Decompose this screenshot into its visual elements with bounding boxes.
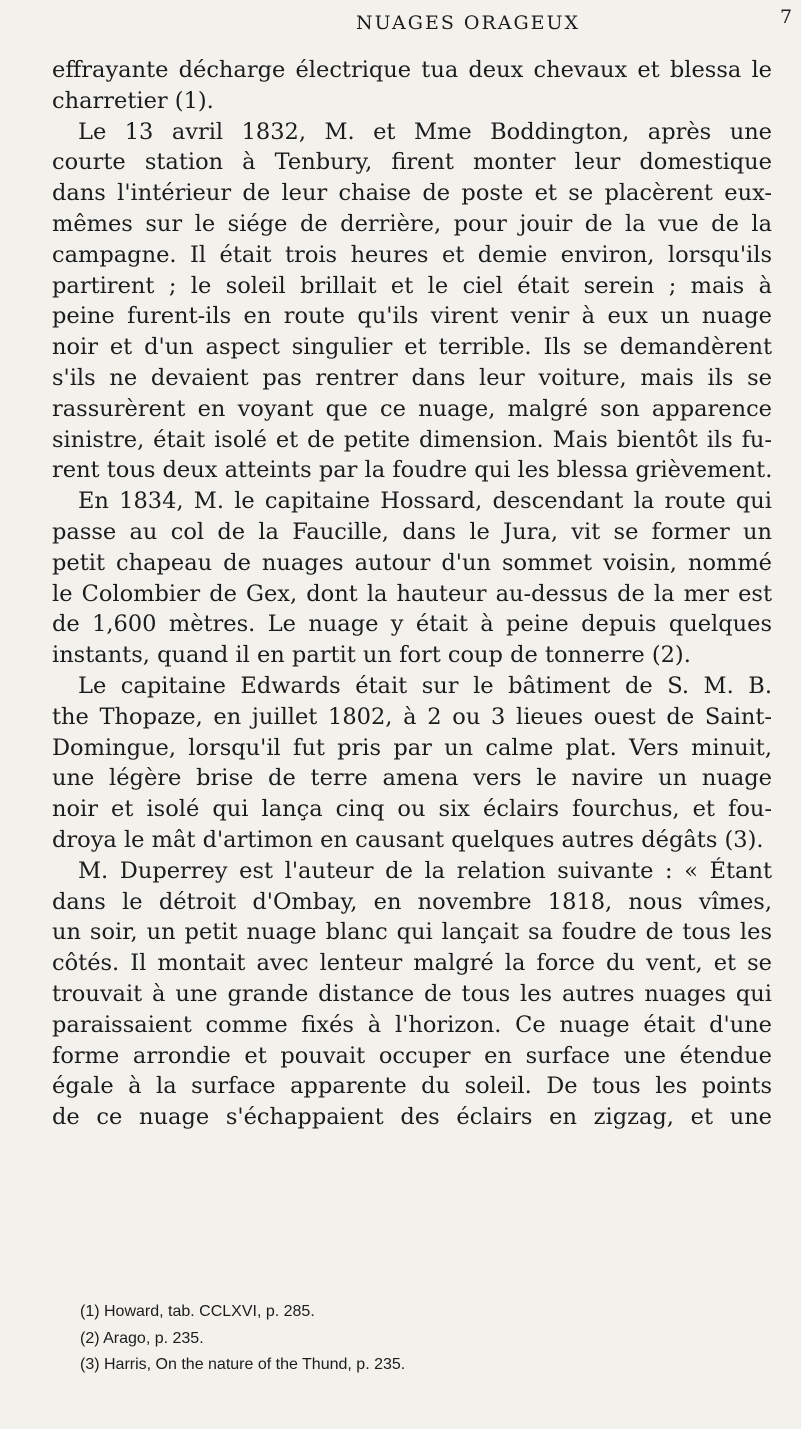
text-line: forme arrondie et pouvait occuper en surface une étendue (52, 1042, 772, 1069)
text-line: charretier (1). (52, 87, 214, 114)
text-line: campagne. Il était trois heures et demie environ, lorsqu'ils (52, 241, 772, 268)
text-line: dans l'intérieur de leur chaise de poste et se placèrent eux- (52, 180, 772, 207)
text-line: côtés. Il montait avec lenteur malgré la force du vent, et se (52, 950, 772, 977)
text-line: rassurèrent en voyant que ce nuage, malgré son apparence (52, 395, 772, 422)
text-line: instants, quand il en partit un fort coup de tonnerre (2). (52, 642, 691, 669)
text-line: le Colombier de Gex, dont la hauteur au-dessus de la mer est (52, 580, 772, 607)
footnote: (2) Arago, p. 235. (80, 1329, 204, 1347)
text-line: noir et d'un aspect singulier et terrible. Ils se demandèrent (52, 334, 772, 361)
footnotes (80, 1299, 640, 1379)
running-head: NUAGES ORAGEUX (356, 12, 581, 34)
text-line: trouvait à une grande distance de tous les autres nuages qui (52, 980, 772, 1007)
text-line: sinistre, était isolé et de petite dimension. Mais bientôt ils fu- (52, 426, 772, 453)
text-line: égale à la surface apparente du soleil. De tous les points (52, 1073, 772, 1100)
text-line: noir et isolé qui lança cinq ou six éclairs fourchus, et fou- (52, 796, 772, 823)
footnote: (3) Harris, On the nature of the Thund, p. 235. (80, 1356, 406, 1373)
text-line: une légère brise de terre amena vers le navire un nuage (52, 765, 772, 792)
text-line: de 1,600 mètres. Le nuage y était à peine depuis quelques (52, 611, 772, 638)
text-line: passe au col de la Faucille, dans le Jura, vit se former un (52, 518, 772, 545)
body-text (52, 55, 772, 1133)
text-line: paraissaient comme fixés à l'horizon. Ce nuage était d'une (52, 1011, 772, 1038)
text-line: s'ils ne devaient pas rentrer dans leur voiture, mais ils se (52, 364, 772, 391)
text-line: de ce nuage s'échappaient des éclairs en zigzag, et une (52, 1104, 772, 1131)
page-number: 7 (780, 6, 793, 28)
text-line: rent tous deux atteints par la foudre qui les blessa grièvement. (52, 457, 773, 484)
text-line: peine furent-ils en route qu'ils virent venir à eux un nuage (52, 303, 772, 330)
text-line: Domingue, lorsqu'il fut pris par un calme plat. Vers minuit, (52, 734, 772, 761)
text-line: courte station à Tenbury, firent monter leur domestique (52, 149, 772, 176)
text-line: En 1834, M. le capitaine Hossard, descendant la route qui (78, 488, 772, 515)
text-line: mêmes sur le siége de derrière, pour jouir de la vue de la (52, 210, 772, 237)
text-line: M. Duperrey est l'auteur de la relation suivante : « Étant (78, 857, 772, 884)
text-line: petit chapeau de nuages autour d'un sommet voisin, nommé (52, 549, 772, 576)
text-line: the Thopaze, en juillet 1802, à 2 ou 3 lieues ouest de Saint- (52, 703, 772, 730)
text-line: effrayante décharge électrique tua deux chevaux et blessa le (52, 57, 772, 83)
text-line: un soir, un petit nuage blanc qui lançait sa foudre de tous les (52, 919, 772, 946)
text-line: Le capitaine Edwards était sur le bâtiment de S. M. B. (78, 672, 772, 699)
text-line: partirent ; le soleil brillait et le ciel était serein ; mais à (52, 272, 772, 299)
footnote: (1) Howard, tab. CCLXVI, p. 285. (80, 1303, 315, 1320)
text-line: dans le détroit d'Ombay, en novembre 1818, nous vîmes, (52, 888, 772, 915)
text-line: droya le mât d'artimon en causant quelques autres dégâts (3). (52, 826, 764, 853)
text-line: Le 13 avril 1832, M. et Mme Boddington, après une (78, 118, 772, 145)
